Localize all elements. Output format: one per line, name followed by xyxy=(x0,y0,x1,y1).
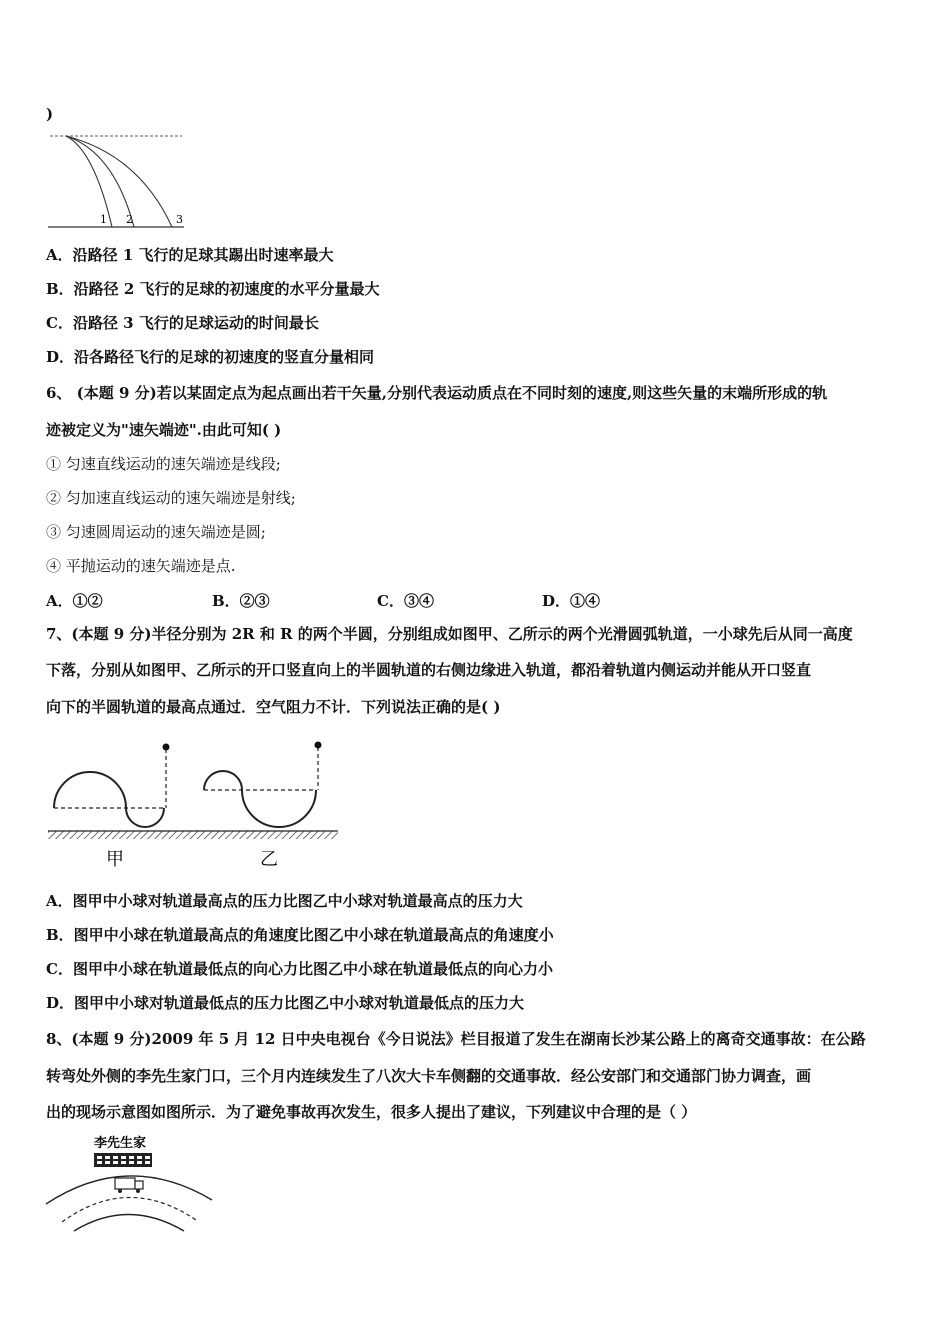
q7-stem-line-1: 7、(本题 9 分)半径分别为 2R 和 R 的两个半圆，分别组成如图甲、乙所示的两个光滑圆弧轨道，一小球先后从同一高度 xyxy=(46,625,853,643)
q8-stem-line-1: 8、(本题 9 分)2009 年 5 月 12 日中央电视台《今日说法》栏目报道了发生在湖南长沙某公路上的离奇交通事故：在公路 xyxy=(46,1030,866,1048)
jia-upper-semicircle xyxy=(54,772,126,808)
q8-stem-line-2: 转弯处外侧的李先生家门口，三个月内连续发生了八次大卡车侧翻的交通事故．经公安部门和交通部门协力调查，画 xyxy=(46,1067,812,1085)
q6-option-d: D．①④ xyxy=(542,592,601,610)
q6-stem-line-2: 迹被定义为"速矢端迹".由此可知( ) xyxy=(46,421,282,439)
road-center-line xyxy=(62,1197,196,1222)
q7-stem-line-2: 下落，分别从如图甲、乙所示的开口竖直向上的半圆轨道的右侧边缘进入轨道，都沿着轨道内侧运动并能从开口竖直 xyxy=(46,661,812,679)
truck-icon xyxy=(115,1178,143,1193)
q7-option-d: D．图甲中小球对轨道最低点的压力比图乙中小球对轨道最低点的压力大 xyxy=(46,994,525,1012)
jia-ball xyxy=(163,744,170,751)
yi-ball xyxy=(315,742,322,749)
q7-option-c: C．图甲中小球在轨道最低点的向心力比图乙中小球在轨道最低点的向心力小 xyxy=(46,960,553,978)
q6-option-b: B．②③ xyxy=(212,592,270,610)
q7-option-b: B．图甲中小球在轨道最高点的角速度比图乙中小球在轨道最高点的角速度小 xyxy=(46,926,554,944)
figure-label-yi: 乙 xyxy=(260,849,278,870)
q8-stem-line-3: 出的现场示意图如图所示．为了避免事故再次发生，很多人提出了建议，下列建议中合理的是（ ） xyxy=(46,1103,697,1121)
q5-option-b: B．沿路径 2 飞行的足球的初速度的水平分量最大 xyxy=(46,280,380,298)
q8-road-figure xyxy=(44,1132,219,1232)
q5-option-c: C．沿路径 3 飞行的足球运动的时间最长 xyxy=(46,314,319,332)
yi-upper-semicircle xyxy=(204,771,242,790)
q5-trajectory-figure xyxy=(44,130,189,230)
q6-statement-1: ① 匀速直线运动的速矢端迹是线段; xyxy=(46,455,281,473)
figure-label-jia: 甲 xyxy=(106,849,124,870)
path-label-2: 2 xyxy=(126,213,133,226)
q6-option-a: A．①② xyxy=(46,592,103,610)
q6-option-c: C．③④ xyxy=(377,592,434,610)
q6-stem-line-1: 6、 (本题 9 分)若以某固定点为起点画出若干矢量,分别代表运动质点在不同时刻的速度,则这些矢量的末端所形成的轨 xyxy=(46,384,828,402)
q7-option-a: A．图甲中小球对轨道最高点的压力比图乙中小球对轨道最高点的压力大 xyxy=(46,892,523,910)
q7-track-figure xyxy=(46,735,346,875)
house-block xyxy=(94,1153,152,1167)
yi-lower-semicircle xyxy=(242,790,316,827)
q5-option-a: A．沿路径 1 飞行的足球其踢出时速率最大 xyxy=(46,246,334,264)
q7-stem-line-3: 向下的半圆轨道的最高点通过．空气阻力不计．下列说法正确的是( ) xyxy=(46,698,501,716)
road-inner-edge xyxy=(74,1215,184,1232)
q6-statement-4: ④ 平抛运动的速矢端迹是点. xyxy=(46,557,236,575)
path-label-3: 3 xyxy=(176,213,183,226)
q6-statement-2: ② 匀加速直线运动的速矢端迹是射线; xyxy=(46,489,296,507)
ground-hatch xyxy=(48,831,338,839)
q5-option-d: D．沿各路径飞行的足球的初速度的竖直分量相同 xyxy=(46,348,375,366)
path-label-1: 1 xyxy=(100,213,107,226)
q6-statement-3: ③ 匀速圆周运动的速矢端迹是圆; xyxy=(46,523,266,541)
top-paren: ) xyxy=(46,105,54,123)
house-label: 李先生家 xyxy=(94,1136,147,1151)
jia-lower-semicircle xyxy=(126,808,164,827)
